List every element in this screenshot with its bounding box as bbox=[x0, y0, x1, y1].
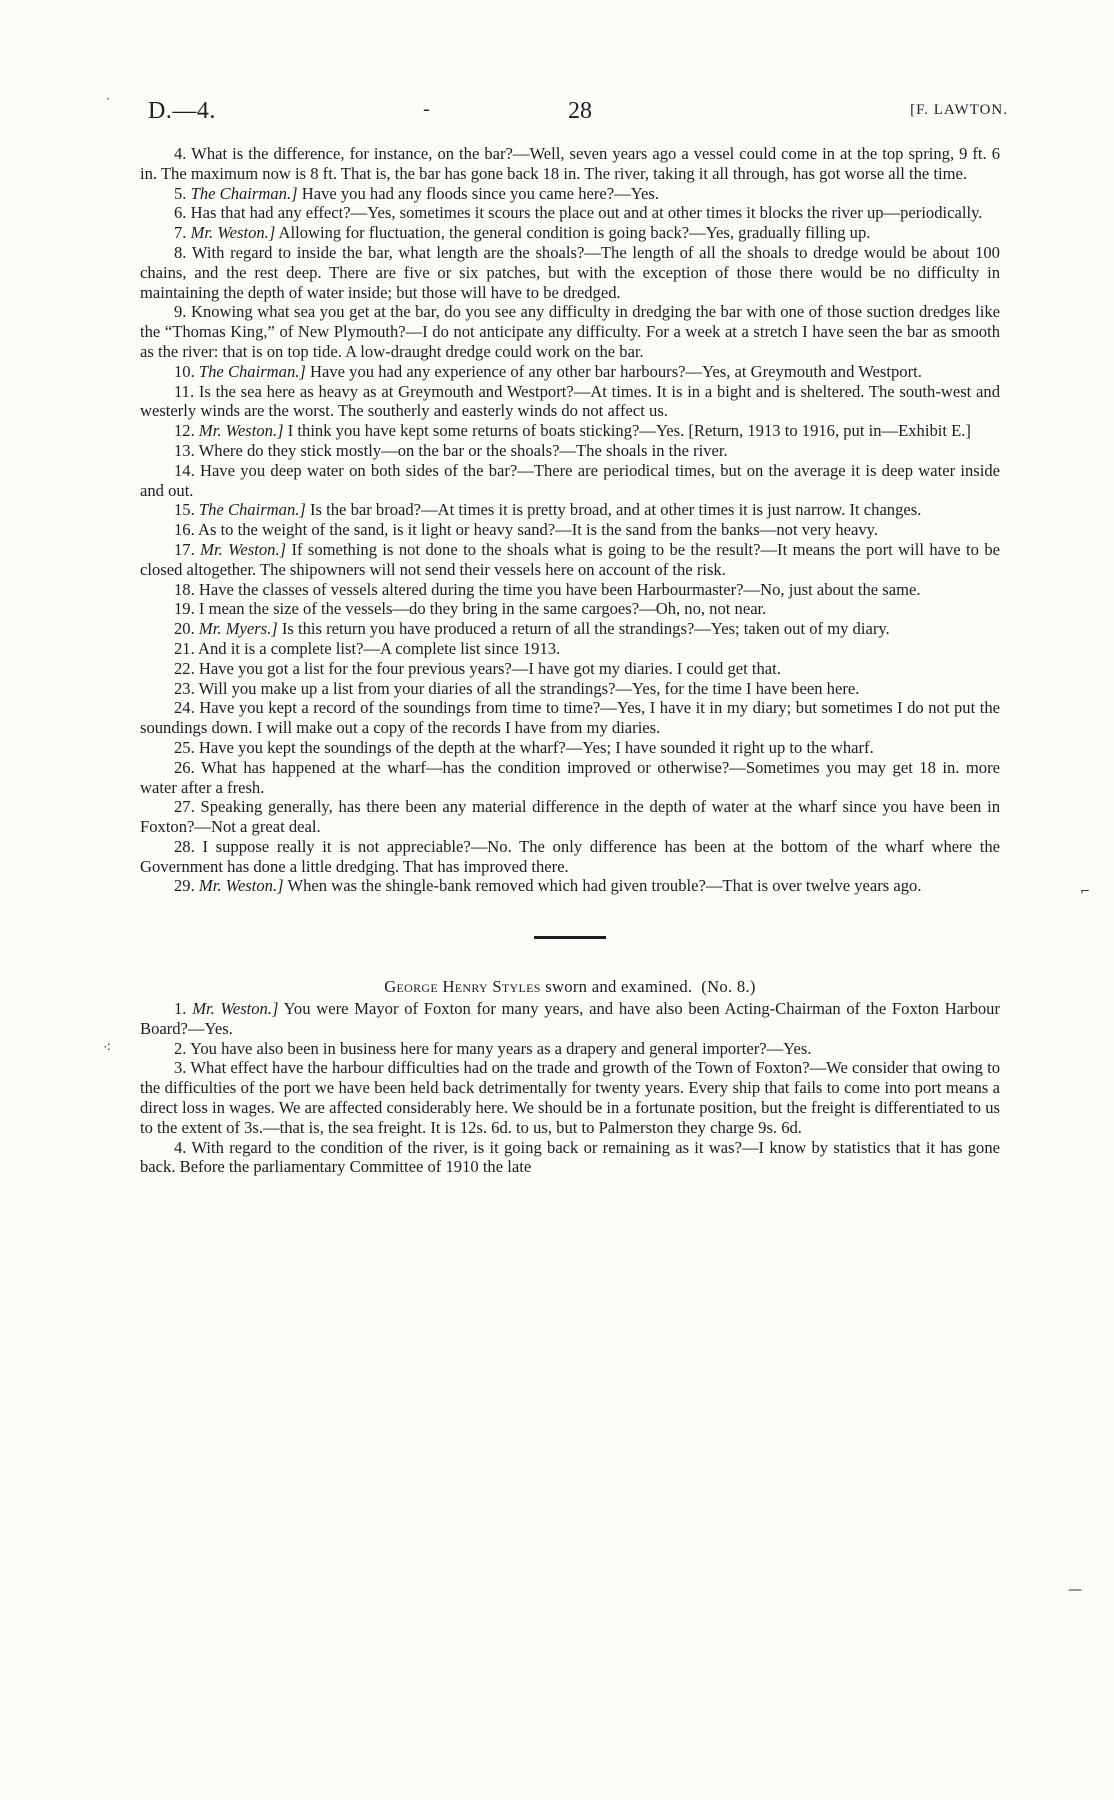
question-number: 23. bbox=[174, 678, 195, 698]
question-answer-text: Have you had any floods since you came here?—Yes. bbox=[301, 183, 660, 203]
question-number: 7. bbox=[174, 223, 187, 243]
margin-mark: — bbox=[1068, 1582, 1082, 1598]
question-answer-text: Have you kept a record of the soundings from time to time?—Yes, I have it in my diary; but sometimes I do not put the soundings down. I will make out a copy of the records I have from my diaries. bbox=[140, 698, 1000, 738]
page-number: 28 bbox=[568, 98, 592, 124]
speaker-name: Mr. Weston.] bbox=[198, 876, 284, 896]
question-answer-text: Allowing for fluctuation, the general condition is going back?—Yes, gradually filling up. bbox=[278, 223, 871, 243]
question-paragraph bbox=[140, 580, 1000, 600]
question-paragraph bbox=[140, 599, 1000, 619]
speaker-name: Mr. Weston.] bbox=[192, 999, 279, 1019]
question-answer-text: With regard to inside the bar, what length are the shoals?—The length of all the shoals to dredge would be about 100 chains, and the rest deep. There are five or six patches, but with the exception of those there would be no difficulty in maintaining the depth of water inside; but those will have to be dredged. bbox=[140, 242, 1000, 302]
question-answer-text: Have the classes of vessels altered during the time you have been Harbourmaster?—No, just about the same. bbox=[198, 579, 921, 599]
question-number: 24. bbox=[174, 698, 195, 718]
document-body bbox=[140, 144, 1000, 1177]
question-number: 20. bbox=[174, 619, 195, 639]
lawton-testimony bbox=[140, 144, 1000, 896]
question-answer-text: Is the bar broad?—At times it is pretty broad, and at other times it is just narrow. It changes. bbox=[310, 500, 922, 520]
witness-number: (No. 8.) bbox=[701, 977, 756, 997]
margin-mark: ⌐ bbox=[1080, 884, 1091, 898]
question-answer-text: Has that had any effect?—Yes, sometimes it scours the place out and at other times it blocks the river up—periodically. bbox=[190, 203, 983, 223]
speaker-name: The Chairman.] bbox=[198, 361, 306, 381]
question-paragraph bbox=[140, 362, 1000, 382]
question-answer-text: Where do they stick mostly—on the bar or the shoals?—The shoals in the river. bbox=[198, 440, 728, 460]
witness-heading bbox=[140, 977, 1000, 997]
question-answer-text: Will you make up a list from your diaries of all the strandings?—Yes, for the time I have been here. bbox=[198, 678, 860, 698]
question-answer-text: I think you have kept some returns of boats sticking?—Yes. [Return, 1913 to 1916, put in—Exhibit E.] bbox=[287, 421, 971, 441]
question-answer-text: What effect have the harbour difficulties had on the trade and growth of the Town of Foxton?—We consider that owing to the difficulties of the port we have been held back detrimentally for twenty years. Every ship that fails to come into port means a direct loss in wages. We are affected considerably here. We should be in a fortunate position, but the freight is differentiated to us to the extent of 3s.—that is, the sea freight. It is 12s. 6d. to us, but to Palmerston they charge 9s. 6d. bbox=[140, 1058, 1000, 1137]
question-number: 1. bbox=[174, 999, 187, 1019]
question-number: 10. bbox=[174, 361, 195, 381]
question-paragraph bbox=[140, 619, 1000, 639]
question-paragraph bbox=[140, 738, 1000, 758]
question-number: 18. bbox=[174, 579, 195, 599]
question-paragraph bbox=[140, 758, 1000, 798]
question-number: 6. bbox=[174, 203, 187, 223]
question-answer-text: Is the sea here as heavy as at Greymouth and Westport?—At times. It is in a bight and is sheltered. The south-west and westerly winds are the worst. The southerly and easterly winds do not affect us. bbox=[140, 381, 1000, 421]
question-answer-text: I suppose really it is not appreciable?—No. The only difference has been at the bottom of the wharf where the Government has done a little dredging. That has improved there. bbox=[140, 836, 1000, 876]
question-paragraph bbox=[140, 500, 1000, 520]
question-number: 8. bbox=[174, 242, 187, 262]
question-answer-text: Have you had any experience of any other bar harbours?—Yes, at Greymouth and Westport. bbox=[310, 361, 922, 381]
speaker-name: Mr. Weston.] bbox=[190, 223, 276, 243]
question-answer-text: When was the shingle-bank removed which had given trouble?—That is over twelve years ago. bbox=[287, 876, 922, 896]
question-number: 4. bbox=[174, 144, 187, 163]
question-answer-text: If something is not done to the shoals what is going to be the result?—It means the port will have to be closed altogether. The shipowners will not send their vessels here on account of the risk. bbox=[140, 539, 1000, 579]
page-header bbox=[148, 98, 1008, 128]
question-answer-text: I mean the size of the vessels—do they bring in the same cargoes?—Oh, no, not near. bbox=[198, 599, 767, 619]
question-paragraph bbox=[140, 659, 1000, 679]
paper-reference: D.—4. bbox=[148, 98, 216, 124]
question-paragraph bbox=[140, 540, 1000, 580]
question-number: 12. bbox=[174, 421, 195, 441]
margin-mark: ⁖ bbox=[103, 1040, 112, 1056]
question-number: 27. bbox=[174, 797, 195, 817]
question-paragraph bbox=[140, 243, 1000, 302]
question-paragraph bbox=[140, 184, 1000, 204]
question-paragraph bbox=[140, 639, 1000, 659]
question-paragraph bbox=[140, 1138, 1000, 1178]
question-number: 29. bbox=[174, 876, 195, 896]
question-answer-text: Speaking generally, has there been any material difference in the depth of water at the wharf since you have been in Foxton?—Not a great deal. bbox=[140, 797, 1000, 837]
styles-testimony bbox=[140, 999, 1000, 1177]
question-number: 15. bbox=[174, 500, 195, 520]
question-number: 22. bbox=[174, 658, 195, 678]
question-number: 28. bbox=[174, 836, 195, 856]
question-answer-text: Have you kept the soundings of the depth at the wharf?—Yes; I have sounded it right up to the wharf. bbox=[198, 737, 874, 757]
question-number: 17. bbox=[174, 539, 195, 559]
question-number: 13. bbox=[174, 440, 195, 460]
question-number: 14. bbox=[174, 460, 195, 480]
header-dash: - bbox=[423, 98, 430, 120]
question-paragraph bbox=[140, 421, 1000, 441]
speaker-name: The Chairman.] bbox=[190, 183, 298, 203]
question-number: 11. bbox=[174, 381, 195, 401]
speaker-name: Mr. Weston.] bbox=[200, 539, 287, 559]
question-answer-text: You have also been in business here for many years as a drapery and general importer?—Yes. bbox=[190, 1038, 812, 1058]
question-paragraph bbox=[140, 876, 1000, 896]
question-paragraph bbox=[140, 999, 1000, 1039]
question-number: 21. bbox=[174, 638, 195, 658]
question-number: 19. bbox=[174, 599, 195, 619]
question-answer-text: Have you got a list for the four previous years?—I have got my diaries. I could get that. bbox=[198, 658, 781, 678]
question-paragraph bbox=[140, 1058, 1000, 1137]
question-paragraph bbox=[140, 461, 1000, 501]
question-number: 5. bbox=[174, 183, 187, 203]
question-paragraph bbox=[140, 797, 1000, 837]
question-paragraph bbox=[140, 679, 1000, 699]
question-answer-text: Knowing what sea you get at the bar, do you see any difficulty in dredging the bar with one of those suction dredges like the “Thomas King,” of New Plymouth?—I do not anticipate any difficulty. For a week at a stretch I have seen the bar as smooth as the river: that is on top tide. A low-draught dredge could work on the bar. bbox=[140, 302, 1000, 361]
question-paragraph bbox=[140, 698, 1000, 738]
question-number: 9. bbox=[174, 302, 187, 322]
speaker-name: Mr. Weston.] bbox=[198, 421, 284, 441]
question-paragraph bbox=[140, 302, 1000, 361]
speaker-name: The Chairman.] bbox=[198, 500, 306, 520]
question-answer-text: As to the weight of the sand, is it light or heavy sand?—It is the sand from the banks—not very heavy. bbox=[197, 520, 879, 540]
question-paragraph bbox=[140, 441, 1000, 461]
question-paragraph bbox=[140, 837, 1000, 877]
question-number: 2. bbox=[174, 1038, 187, 1058]
question-number: 3. bbox=[174, 1058, 187, 1078]
question-number: 26. bbox=[174, 757, 195, 777]
question-paragraph bbox=[140, 520, 1000, 540]
question-answer-text: Is this return you have produced a return of all the strandings?—Yes; taken out of my diary. bbox=[281, 619, 890, 639]
question-paragraph bbox=[140, 382, 1000, 422]
speaker-name: Mr. Myers.] bbox=[198, 619, 278, 639]
question-answer-text: You were Mayor of Foxton for many years, and have also been Acting-Chairman of the Foxton Harbour Board?—Yes. bbox=[140, 999, 1000, 1038]
question-paragraph bbox=[140, 144, 1000, 184]
question-answer-text: What is the difference, for instance, on the bar?—Well, seven years ago a vessel could come in at the top spring, 9 ft. 6 in. The maximum now is 8 ft. That is, the bar has gone back 18 in. The river, taking it all through, has got worse all the time. bbox=[140, 144, 1000, 183]
question-number: 25. bbox=[174, 737, 195, 757]
question-number: 4. bbox=[174, 1137, 187, 1157]
margin-mark: · bbox=[106, 92, 110, 106]
question-number: 16. bbox=[174, 520, 195, 540]
witness-running-head: [F. LAWTON. bbox=[910, 102, 1008, 118]
question-paragraph bbox=[140, 203, 1000, 223]
question-answer-text: With regard to the condition of the river, is it going back or remaining as it was?—I know by statistics that it has gone back. Before the parliamentary Committee of 1910 the late bbox=[140, 1137, 1000, 1177]
section-divider bbox=[534, 936, 606, 939]
question-answer-text: Have you deep water on both sides of the bar?—There are periodical times, but on the average it is deep water inside and out. bbox=[140, 460, 1000, 500]
question-answer-text: And it is a complete list?—A complete list since 1913. bbox=[197, 638, 561, 658]
question-paragraph bbox=[140, 1039, 1000, 1059]
question-paragraph bbox=[140, 223, 1000, 243]
witness-name: George Henry Styles bbox=[384, 977, 541, 997]
witness-heading-text: sworn and examined. bbox=[545, 977, 693, 997]
question-answer-text: What has happened at the wharf—has the condition improved or otherwise?—Sometimes you may get 18 in. more water after a fresh. bbox=[140, 757, 1000, 797]
